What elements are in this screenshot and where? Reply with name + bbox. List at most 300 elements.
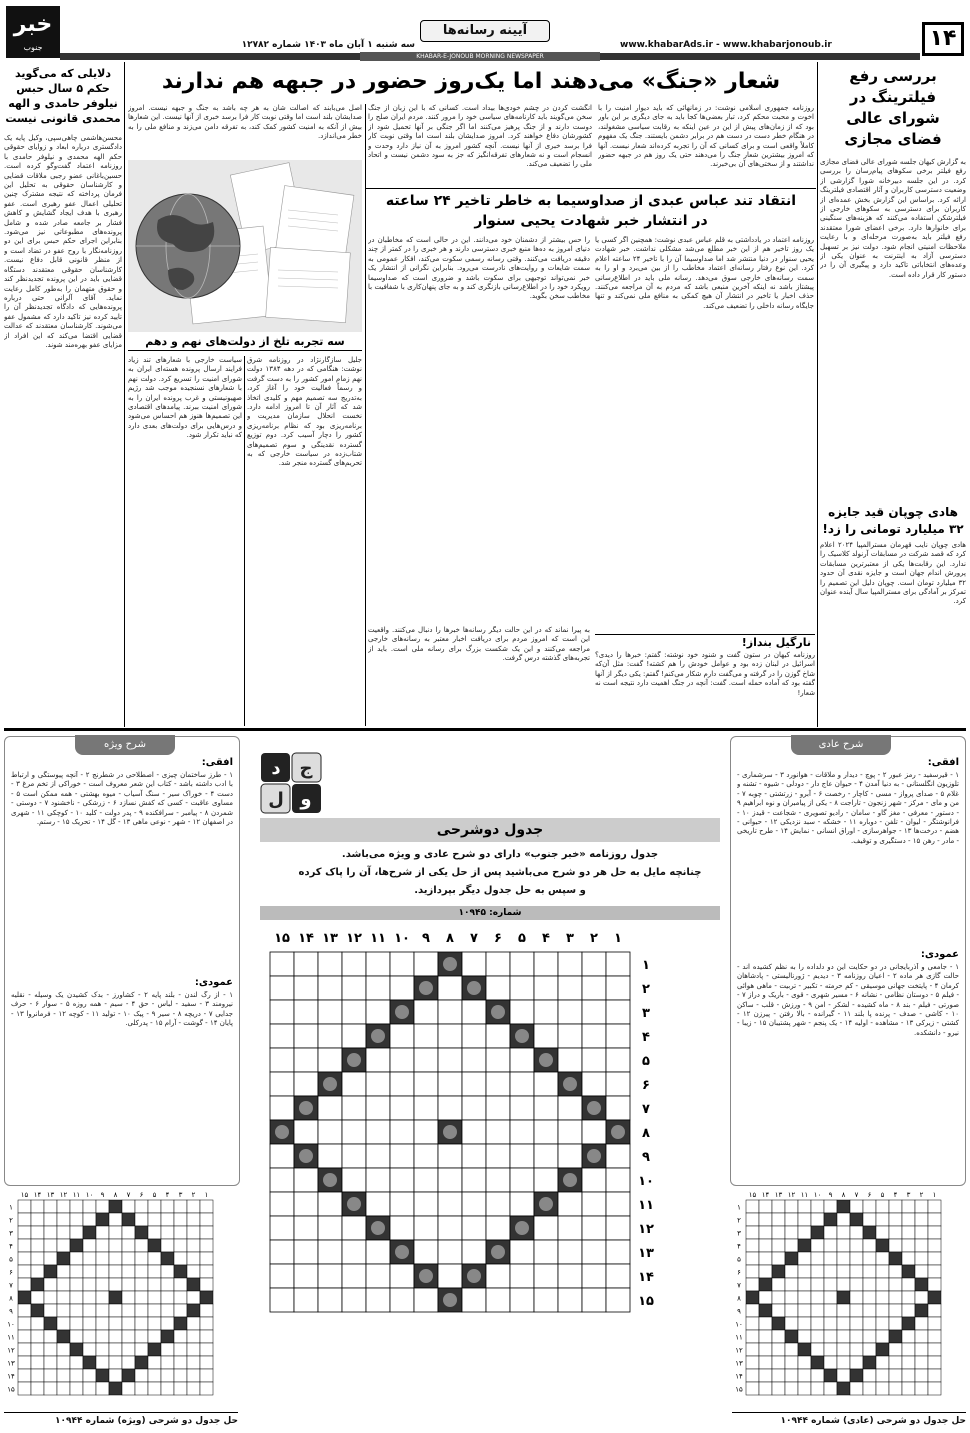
grid-cell[interactable] xyxy=(270,976,294,1000)
solution-cell xyxy=(174,1356,187,1369)
solution-column-number: ۵ xyxy=(880,1191,885,1199)
grid-cell[interactable] xyxy=(582,1120,606,1144)
solution-cell xyxy=(148,1265,161,1278)
grid-cell[interactable] xyxy=(342,1288,366,1312)
solution-cell xyxy=(200,1226,213,1239)
grid-cell[interactable] xyxy=(486,952,510,976)
grid-row-number: ۳ xyxy=(642,1006,650,1021)
grid-cell[interactable] xyxy=(558,1048,582,1072)
english-name: KHABAR-E-JONOUB MORNING NEWSPAPER xyxy=(360,52,600,61)
grid-cell[interactable] xyxy=(366,1288,390,1312)
grid-cell[interactable] xyxy=(606,1264,630,1288)
grid-cell[interactable] xyxy=(582,1192,606,1216)
grid-cell[interactable] xyxy=(438,1048,462,1072)
solution-black-cell xyxy=(876,1343,889,1356)
grid-cell[interactable] xyxy=(534,1096,558,1120)
grid-cell[interactable] xyxy=(558,976,582,1000)
grid-cell[interactable] xyxy=(462,1288,486,1312)
grid-cell[interactable] xyxy=(270,1168,294,1192)
grid-cell[interactable] xyxy=(342,1216,366,1240)
grid-cell[interactable] xyxy=(270,1240,294,1264)
solution-label-regular: حل جدول دو شرحی (عادی) شماره ۱۰۹۴۴ xyxy=(732,1412,966,1426)
grid-cell[interactable] xyxy=(462,1168,486,1192)
grid-cell[interactable] xyxy=(606,976,630,1000)
grid-cell[interactable] xyxy=(414,1144,438,1168)
grid-cell[interactable] xyxy=(462,1000,486,1024)
grid-cell[interactable] xyxy=(366,1240,390,1264)
grid-cell[interactable] xyxy=(486,1168,510,1192)
grid-cell[interactable] xyxy=(294,1024,318,1048)
grid-cell[interactable] xyxy=(414,1240,438,1264)
grid-cell[interactable] xyxy=(414,952,438,976)
grid-cell[interactable] xyxy=(318,1264,342,1288)
grid-cell[interactable] xyxy=(510,1168,534,1192)
grid-cell[interactable] xyxy=(318,976,342,1000)
solution-cell xyxy=(187,1369,200,1382)
grid-cell[interactable] xyxy=(606,1000,630,1024)
grid-cell[interactable] xyxy=(558,1096,582,1120)
solution-cell xyxy=(70,1382,83,1395)
solution-cell xyxy=(837,1252,850,1265)
grid-cell[interactable] xyxy=(534,1120,558,1144)
solution-cell xyxy=(18,1343,31,1356)
grid-cell[interactable] xyxy=(582,1216,606,1240)
grid-cell[interactable] xyxy=(510,1288,534,1312)
solution-black-cell xyxy=(889,1330,902,1343)
grid-cell[interactable] xyxy=(558,1192,582,1216)
grid-cell[interactable] xyxy=(294,1120,318,1144)
grid-cell[interactable] xyxy=(582,1048,606,1072)
intro-line-1: جدول روزنامه «خبر جنوب» دارای دو شرح عادی و ویژه می‌باشد. xyxy=(341,849,659,860)
solution-cell xyxy=(44,1356,57,1369)
solution-black-cell xyxy=(863,1226,876,1239)
solution-cell xyxy=(798,1369,811,1382)
solution-column-number: ۶ xyxy=(139,1191,144,1199)
grid-cell[interactable] xyxy=(510,952,534,976)
grid-cell[interactable] xyxy=(270,1192,294,1216)
solution-black-cell xyxy=(772,1317,785,1330)
grid-cell[interactable] xyxy=(366,1264,390,1288)
grid-cell[interactable] xyxy=(390,1264,414,1288)
grid-cell[interactable] xyxy=(414,1288,438,1312)
grid-cell[interactable] xyxy=(270,1024,294,1048)
solution-column-number: ۴ xyxy=(165,1191,170,1199)
grid-cell[interactable] xyxy=(534,1216,558,1240)
solution-cell xyxy=(824,1226,837,1239)
grid-cell[interactable] xyxy=(294,1264,318,1288)
solution-black-cell xyxy=(876,1239,889,1252)
grid-cell[interactable] xyxy=(606,1168,630,1192)
solution-black-cell xyxy=(200,1291,213,1304)
grid-cell[interactable] xyxy=(270,1288,294,1312)
grid-cell[interactable] xyxy=(558,1264,582,1288)
flower-icon xyxy=(347,1197,361,1211)
grid-cell[interactable] xyxy=(438,1024,462,1048)
grid-cell[interactable] xyxy=(462,1192,486,1216)
grid-cell[interactable] xyxy=(438,1264,462,1288)
grid-cell[interactable] xyxy=(438,1072,462,1096)
grid-cell[interactable] xyxy=(438,1168,462,1192)
grid-cell[interactable] xyxy=(606,1288,630,1312)
grid-cell[interactable] xyxy=(318,1024,342,1048)
grid-cell[interactable] xyxy=(462,1120,486,1144)
grid-cell[interactable] xyxy=(462,1216,486,1240)
solution-column-number: ۱۳ xyxy=(774,1191,783,1199)
solution-cell xyxy=(915,1226,928,1239)
grid-cell[interactable] xyxy=(534,1288,558,1312)
grid-cell[interactable] xyxy=(534,1024,558,1048)
solution-black-cell xyxy=(850,1369,863,1382)
grid-cell[interactable] xyxy=(390,1168,414,1192)
solution-cell xyxy=(928,1304,941,1317)
solution-cell xyxy=(928,1278,941,1291)
grid-cell[interactable] xyxy=(342,1240,366,1264)
solution-cell xyxy=(876,1304,889,1317)
grid-cell[interactable] xyxy=(438,1096,462,1120)
solution-cell xyxy=(811,1330,824,1343)
grid-cell[interactable] xyxy=(582,1072,606,1096)
grid-cell[interactable] xyxy=(390,1192,414,1216)
grid-cell[interactable] xyxy=(366,1120,390,1144)
grid-cell[interactable] xyxy=(510,1264,534,1288)
grid-cell[interactable] xyxy=(486,976,510,1000)
grid-cell[interactable] xyxy=(318,1288,342,1312)
grid-cell[interactable] xyxy=(558,1000,582,1024)
grid-cell[interactable] xyxy=(558,1288,582,1312)
grid-cell[interactable] xyxy=(582,1240,606,1264)
grid-cell[interactable] xyxy=(462,1144,486,1168)
grid-cell[interactable] xyxy=(294,1168,318,1192)
grid-cell[interactable] xyxy=(390,952,414,976)
grid-cell[interactable] xyxy=(486,1024,510,1048)
grid-cell[interactable] xyxy=(534,1072,558,1096)
grid-cell[interactable] xyxy=(558,952,582,976)
solution-cell xyxy=(798,1291,811,1304)
right-column xyxy=(820,62,966,727)
solution-cell xyxy=(135,1200,148,1213)
grid-cell[interactable] xyxy=(486,1264,510,1288)
grid-cell[interactable] xyxy=(510,1048,534,1072)
grid-cell[interactable] xyxy=(510,1120,534,1144)
grid-cell[interactable] xyxy=(486,1144,510,1168)
solution-cell xyxy=(876,1356,889,1369)
grid-cell[interactable] xyxy=(606,1192,630,1216)
solution-cell xyxy=(18,1239,31,1252)
solution-cell xyxy=(876,1317,889,1330)
solution-black-cell xyxy=(928,1291,941,1304)
grid-cell[interactable] xyxy=(438,1216,462,1240)
grid-cell[interactable] xyxy=(270,1144,294,1168)
grid-cell[interactable] xyxy=(318,1144,342,1168)
grid-cell[interactable] xyxy=(390,1024,414,1048)
solution-column-number: ۱۴ xyxy=(761,1191,770,1199)
grid-cell[interactable] xyxy=(486,1288,510,1312)
grid-cell[interactable] xyxy=(606,1072,630,1096)
grid-cell[interactable] xyxy=(318,1120,342,1144)
main-article-body-a: روزنامه جمهوری اسلامی نوشت: در زمانهائی که باید دیوار امنیت را با اخوت و محبت محکم کرد، تبار بعضی‌ها کجا باید به جای دیگری بر این باور بود که از زمان‌های پیش از این در عین اینکه به رقابت سیاسی مشغولند، در هنگام خطر دست در دست هم در برابر دشمن بایستند. جنگ یک مفهوم کاملاً واقعی است و برای کسانی که آن را تجربه کرده‌اند شعار نیست. آنها که امروز بیشترین شعار جنگ را می‌دهند حتی یک روز هم در جبهه حضور نداشتند و از سختی‌های آن بی‌خبرند. xyxy=(598,104,814,169)
grid-cell[interactable] xyxy=(270,1096,294,1120)
solution-cell xyxy=(889,1343,902,1356)
flower-icon xyxy=(299,1101,313,1115)
flower-icon xyxy=(371,1029,385,1043)
grid-cell[interactable] xyxy=(462,1096,486,1120)
grid-cell[interactable] xyxy=(414,1048,438,1072)
grid-cell[interactable] xyxy=(294,1000,318,1024)
grid-cell[interactable] xyxy=(414,1096,438,1120)
grid-cell[interactable] xyxy=(270,1264,294,1288)
solution-black-cell xyxy=(174,1317,187,1330)
grid-cell[interactable] xyxy=(342,1024,366,1048)
grid-cell[interactable] xyxy=(510,1096,534,1120)
grid-cell[interactable] xyxy=(366,976,390,1000)
solution-cell xyxy=(18,1304,31,1317)
grid-cell[interactable] xyxy=(318,1000,342,1024)
solution-cell xyxy=(174,1291,187,1304)
grid-cell[interactable] xyxy=(342,1096,366,1120)
grid-cell[interactable] xyxy=(366,1000,390,1024)
flower-icon xyxy=(275,1125,289,1139)
grid-cell[interactable] xyxy=(510,1072,534,1096)
grid-cell[interactable] xyxy=(438,1240,462,1264)
grid-cell[interactable] xyxy=(534,976,558,1000)
grid-cell[interactable] xyxy=(366,1168,390,1192)
grid-cell[interactable] xyxy=(438,1000,462,1024)
solution-black-cell xyxy=(70,1343,83,1356)
solution-column-number: ۱۱ xyxy=(800,1191,809,1199)
grid-cell[interactable] xyxy=(486,1072,510,1096)
grid-cell[interactable] xyxy=(270,1048,294,1072)
grid-cell[interactable] xyxy=(414,1216,438,1240)
grid-cell[interactable] xyxy=(366,952,390,976)
grid-cell[interactable] xyxy=(486,1096,510,1120)
solution-cell xyxy=(70,1304,83,1317)
grid-cell[interactable] xyxy=(462,1072,486,1096)
grid-cell[interactable] xyxy=(462,1024,486,1048)
grid-cell[interactable] xyxy=(606,1048,630,1072)
grid-cell[interactable] xyxy=(390,1144,414,1168)
solution-cell xyxy=(122,1356,135,1369)
solution-cell xyxy=(44,1291,57,1304)
grid-cell[interactable] xyxy=(582,1288,606,1312)
grid-cell[interactable] xyxy=(294,976,318,1000)
grid-cell[interactable] xyxy=(582,976,606,1000)
grid-cell[interactable] xyxy=(318,1048,342,1072)
grid-cell[interactable] xyxy=(318,1216,342,1240)
solution-cell xyxy=(187,1239,200,1252)
grid-cell[interactable] xyxy=(558,1120,582,1144)
grid-cell[interactable] xyxy=(294,1288,318,1312)
grid-cell[interactable] xyxy=(342,1120,366,1144)
grid-cell[interactable] xyxy=(270,1000,294,1024)
left-small-article-body-c: اصل می‌بابند که اصالت شان به هر چه باشد به جنگ و جبهه نیست. امروز صدایشان بلند است اما وقتی نوبت کار فرا برسد خبری از آنها نیست. این شعارها بیش از آنکه به امنیت کشور کمک کند، به تفرقه دامن می‌زند و منافع ملی را به خطر می‌اندازد. xyxy=(128,104,362,141)
grid-cell[interactable] xyxy=(414,1024,438,1048)
grid-cell[interactable] xyxy=(582,1000,606,1024)
solution-cell xyxy=(863,1213,876,1226)
solution-cell xyxy=(798,1200,811,1213)
solution-cell xyxy=(135,1213,148,1226)
grid-cell[interactable] xyxy=(294,1240,318,1264)
grid-cell[interactable] xyxy=(510,1000,534,1024)
solution-column-number: ۹ xyxy=(828,1191,833,1199)
solution-black-cell xyxy=(915,1304,928,1317)
grid-cell[interactable] xyxy=(318,952,342,976)
flower-icon xyxy=(299,1149,313,1163)
solution-cell xyxy=(850,1304,863,1317)
grid-cell[interactable] xyxy=(390,1048,414,1072)
flower-icon xyxy=(515,1029,529,1043)
grid-cell[interactable] xyxy=(582,952,606,976)
solution-cell xyxy=(109,1369,122,1382)
grid-cell[interactable] xyxy=(414,1168,438,1192)
solution-cell xyxy=(96,1252,109,1265)
solution-cell xyxy=(57,1200,70,1213)
grid-cell[interactable] xyxy=(366,1096,390,1120)
grid-cell[interactable] xyxy=(510,1192,534,1216)
solution-cell xyxy=(122,1239,135,1252)
grid-cell[interactable] xyxy=(390,976,414,1000)
solution-row-number: ۱۰ xyxy=(735,1320,743,1329)
solution-cell xyxy=(122,1330,135,1343)
solution-cell xyxy=(31,1369,44,1382)
grid-cell[interactable] xyxy=(270,1216,294,1240)
solution-cell xyxy=(902,1226,915,1239)
grid-cell[interactable] xyxy=(390,1120,414,1144)
column-divider xyxy=(124,62,125,727)
solution-black-cell xyxy=(798,1343,811,1356)
solution-cell xyxy=(200,1252,213,1265)
grid-cell[interactable] xyxy=(462,1240,486,1264)
solution-column-number: ۷ xyxy=(854,1191,859,1199)
grid-cell[interactable] xyxy=(366,1192,390,1216)
grid-cell[interactable] xyxy=(414,1192,438,1216)
grid-cell[interactable] xyxy=(582,1264,606,1288)
grid-cell[interactable] xyxy=(342,952,366,976)
grid-cell[interactable] xyxy=(606,952,630,976)
grid-cell[interactable] xyxy=(582,1024,606,1048)
solution-cell xyxy=(837,1265,850,1278)
grid-cell[interactable] xyxy=(534,1168,558,1192)
grid-cell[interactable] xyxy=(318,1192,342,1216)
grid-cell[interactable] xyxy=(342,976,366,1000)
grid-cell[interactable] xyxy=(414,1120,438,1144)
grid-cell[interactable] xyxy=(414,1072,438,1096)
grid-cell[interactable] xyxy=(486,1120,510,1144)
grid-cell[interactable] xyxy=(558,1240,582,1264)
solution-column-number: ۱۴ xyxy=(33,1191,42,1199)
crossword-number-bar xyxy=(260,906,720,920)
grid-cell[interactable] xyxy=(294,1048,318,1072)
grid-cell[interactable] xyxy=(534,952,558,976)
solution-row-number: ۱ xyxy=(737,1203,741,1212)
solution-black-cell xyxy=(837,1291,850,1304)
solution-row-number: ۱۴ xyxy=(735,1372,743,1381)
grid-cell[interactable] xyxy=(318,1096,342,1120)
grid-cell[interactable] xyxy=(270,1072,294,1096)
solution-cell xyxy=(135,1278,148,1291)
grid-cell[interactable] xyxy=(558,1144,582,1168)
solution-black-cell xyxy=(135,1356,148,1369)
grid-cell[interactable] xyxy=(510,1144,534,1168)
solution-cell xyxy=(824,1291,837,1304)
solution-cell xyxy=(759,1330,772,1343)
grid-cell[interactable] xyxy=(390,1096,414,1120)
solution-cell xyxy=(187,1226,200,1239)
grid-cell[interactable] xyxy=(294,1192,318,1216)
grid-cell[interactable] xyxy=(534,1000,558,1024)
grid-cell[interactable] xyxy=(438,1192,462,1216)
grid-cell[interactable] xyxy=(606,1240,630,1264)
grid-cell[interactable] xyxy=(486,1192,510,1216)
grid-cell[interactable] xyxy=(342,1168,366,1192)
grid-cell[interactable] xyxy=(606,1096,630,1120)
grid-cell[interactable] xyxy=(342,1144,366,1168)
solution-row-number: ۱۴ xyxy=(7,1372,15,1381)
grid-cell[interactable] xyxy=(438,1144,462,1168)
grid-cell[interactable] xyxy=(606,1024,630,1048)
solution-cell xyxy=(96,1343,109,1356)
grid-cell[interactable] xyxy=(294,1072,318,1096)
grid-cell[interactable] xyxy=(462,1048,486,1072)
grid-cell[interactable] xyxy=(366,1048,390,1072)
solution-cell xyxy=(902,1369,915,1382)
grid-cell[interactable] xyxy=(534,1240,558,1264)
grid-cell[interactable] xyxy=(390,1288,414,1312)
grid-cell[interactable] xyxy=(390,1072,414,1096)
grid-cell[interactable] xyxy=(342,1000,366,1024)
solution-black-cell xyxy=(18,1291,31,1304)
grid-row-number: ۷ xyxy=(642,1102,650,1117)
grid-cell[interactable] xyxy=(294,1216,318,1240)
grid-column-number: ۱۲ xyxy=(346,931,362,946)
grid-cell[interactable] xyxy=(438,976,462,1000)
grid-cell[interactable] xyxy=(366,1144,390,1168)
solution-row-number: ۶ xyxy=(9,1268,13,1277)
grid-cell[interactable] xyxy=(462,952,486,976)
grid-cell[interactable] xyxy=(606,1144,630,1168)
solution-cell xyxy=(161,1291,174,1304)
grid-cell[interactable] xyxy=(534,1144,558,1168)
grid-cell[interactable] xyxy=(510,1240,534,1264)
grid-cell[interactable] xyxy=(486,1216,510,1240)
grid-cell[interactable] xyxy=(414,1000,438,1024)
grid-cell[interactable] xyxy=(390,1216,414,1240)
solution-cell xyxy=(772,1213,785,1226)
solution-cell xyxy=(889,1213,902,1226)
flower-icon xyxy=(347,1053,361,1067)
grid-cell[interactable] xyxy=(318,1240,342,1264)
grid-cell[interactable] xyxy=(558,1216,582,1240)
grid-cell[interactable] xyxy=(342,1264,366,1288)
solution-cell xyxy=(148,1330,161,1343)
grid-cell[interactable] xyxy=(366,1072,390,1096)
solution-cell xyxy=(122,1291,135,1304)
solution-row-number: ۱۱ xyxy=(735,1333,743,1342)
grid-cell[interactable] xyxy=(294,952,318,976)
grid-cell[interactable] xyxy=(606,1216,630,1240)
solution-cell xyxy=(876,1213,889,1226)
grid-cell[interactable] xyxy=(270,952,294,976)
grid-cell[interactable] xyxy=(342,1072,366,1096)
solution-cell xyxy=(148,1252,161,1265)
grid-cell[interactable] xyxy=(510,976,534,1000)
grid-cell[interactable] xyxy=(558,1024,582,1048)
flower-icon xyxy=(443,1125,457,1139)
solution-black-cell xyxy=(109,1382,122,1395)
solution-cell xyxy=(57,1291,70,1304)
grid-cell[interactable] xyxy=(582,1168,606,1192)
grid-cell[interactable] xyxy=(486,1048,510,1072)
grid-cell[interactable] xyxy=(534,1264,558,1288)
